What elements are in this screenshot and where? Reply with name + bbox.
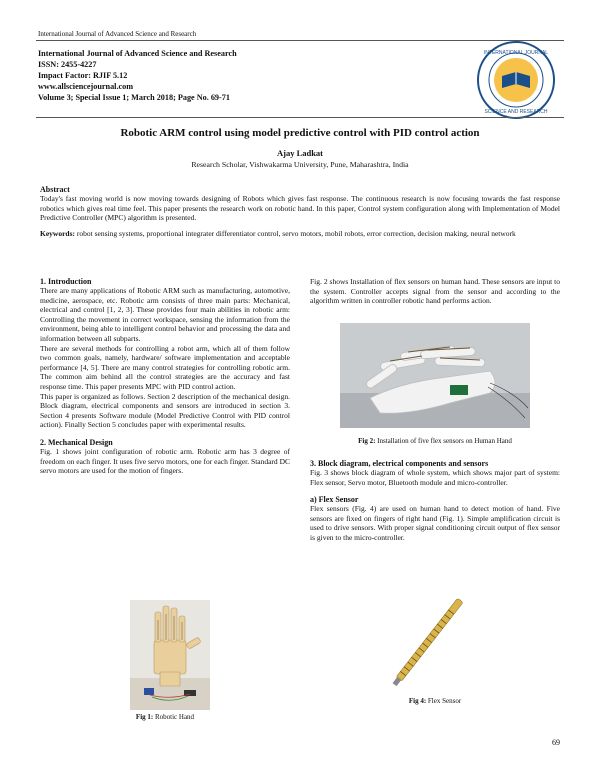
impact-factor: Impact Factor: RJIF 5.12 (38, 71, 128, 80)
left-column (40, 277, 290, 476)
figure-2-caption (310, 437, 560, 445)
figure-4-label: Fig 4: (408, 697, 427, 705)
figure-1-label: Fig 1: (135, 713, 154, 721)
block-diagram-paragraph: Fig. 3 shows block diagram of whole system, which shows major part of system: Flex sensor, Servo motor, Bluetooth module and micro-controller. (310, 468, 560, 487)
block-diagram-heading: 3. Block diagram, electrical components and sensors (310, 459, 489, 468)
flex-sensor-paragraph: Flex sensors (Fig. 4) are used on human hand to detect motion of hand. Five sensors are fixed on fingers of right hand (Fig. 1). Simple amplification circuit is used to drive sensors. With proper signal conditioning circuit output of flex sensor is given to the micro-controller. (310, 504, 560, 542)
figure-4-caption-text: Flex Sensor (427, 697, 462, 705)
paper-title: Robotic ARM control using model predictive control with PID control action (120, 127, 480, 139)
journal-website: www.allsciencejournal.com (38, 82, 134, 91)
figure-4-caption (310, 697, 560, 705)
fig2-description-paragraph: Fig. 2 shows Installation of flex sensors on human hand. These sensors are input to the system. Controller accepts signal from the sensor and according to the algorithm written in controller robotic hand performs action. (310, 277, 560, 306)
figure-1-caption (40, 713, 290, 721)
figure-4-flex-sensor-image (385, 592, 475, 687)
introduction-heading: 1. Introduction (40, 277, 92, 286)
right-column-top (310, 277, 560, 306)
abstract-section (40, 185, 560, 238)
figure-2-flex-sensors-hand-image (340, 323, 530, 428)
figure-1-robotic-hand-image (130, 600, 210, 710)
keywords-text: robot sensing systems, proportional integrater differentiator control, servo motors, mobil robots, error correction, decision making, neural network (76, 228, 516, 238)
running-header: International Journal of Advanced Science and Research (38, 30, 197, 38)
svg-text:SCIENCE AND RESEARCH: SCIENCE AND RESEARCH (484, 109, 548, 115)
flex-sensor-heading: a) Flex Sensor (310, 495, 359, 505)
keywords (40, 229, 560, 239)
abstract-text: Today's fast moving world is now moving towards designing of Robots which gives fast response. The continuous research is now focusing towards the fast response robotics which gives real time feel. This paper presents the research work on robotic hand. In this paper, Control system configuration along with Implementation of Model Predictive Controller (MPC) algorithm is presented. (40, 194, 560, 223)
figure-1-caption-text: Robotic Hand (154, 713, 195, 721)
abstract-heading: Abstract (40, 185, 70, 194)
journal-logo (476, 40, 556, 120)
author-affiliation: Research Scholar, Vishwakarma University, Pune, Maharashtra, India (191, 160, 409, 169)
journal-meta (38, 48, 237, 103)
issn: ISSN: 2455-4227 (38, 60, 97, 69)
meta-rule (36, 117, 564, 118)
intro-paragraph-3: This paper is organized as follows. Section 2 description of the mechanical design. Block diagram, electrical components and sensors are introduced in section 3. Section 4 presents Software module (Model Predictive Control with PID control action). Finally Section 5 concludes paper with experimental results. (40, 391, 290, 430)
svg-text:INTERNATIONAL JOURNAL: INTERNATIONAL JOURNAL (483, 50, 549, 56)
keywords-label: Keywords: (40, 228, 75, 238)
intro-paragraph-1: There are many applications of Robotic ARM such as manufacturing, automotive, medicine, aerospace, etc. Robotic arm consists of three main parts: Mechanical, electrical and control [1, 2, 3]. These provides four main abilities in robotic arm: Controlling the movement in correct workspace, sensing the information from the environment, being able to intelligent control behavior and processing the data and information between all subparts. (40, 286, 290, 343)
journal-name: International Journal of Advanced Science and Research (38, 49, 237, 58)
figure-2-label: Fig 2: (358, 437, 376, 445)
mechanical-design-paragraph: Fig. 1 shows joint configuration of robotic arm. Robotic arm has 3 degree of freedom on each finger. It uses five servo motors, one for each finger. Standard DC servo motors are used for the motion of fingers. (40, 446, 290, 476)
right-column-bottom (310, 459, 560, 543)
intro-paragraph-2: There are several methods for controlling a robot arm, which all of them follow two common goals, namely, hardware/ software implementation and acceptable performance [4, 5]. There are many control strategies for controlling robotic arm. The common aim behind all the control strategies are the accuracy and fast response time. This paper presents MPC with PID control action. (40, 343, 290, 391)
page-number: 69 (552, 738, 560, 747)
volume-info: Volume 3; Special Issue 1; March 2018; Page No. 69-71 (38, 93, 230, 102)
mechanical-design-heading: 2. Mechanical Design (40, 437, 113, 447)
figure-2-caption-text: Installation of five flex sensors on Human Hand (377, 437, 512, 445)
author-name: Ajay Ladkat (276, 148, 324, 158)
